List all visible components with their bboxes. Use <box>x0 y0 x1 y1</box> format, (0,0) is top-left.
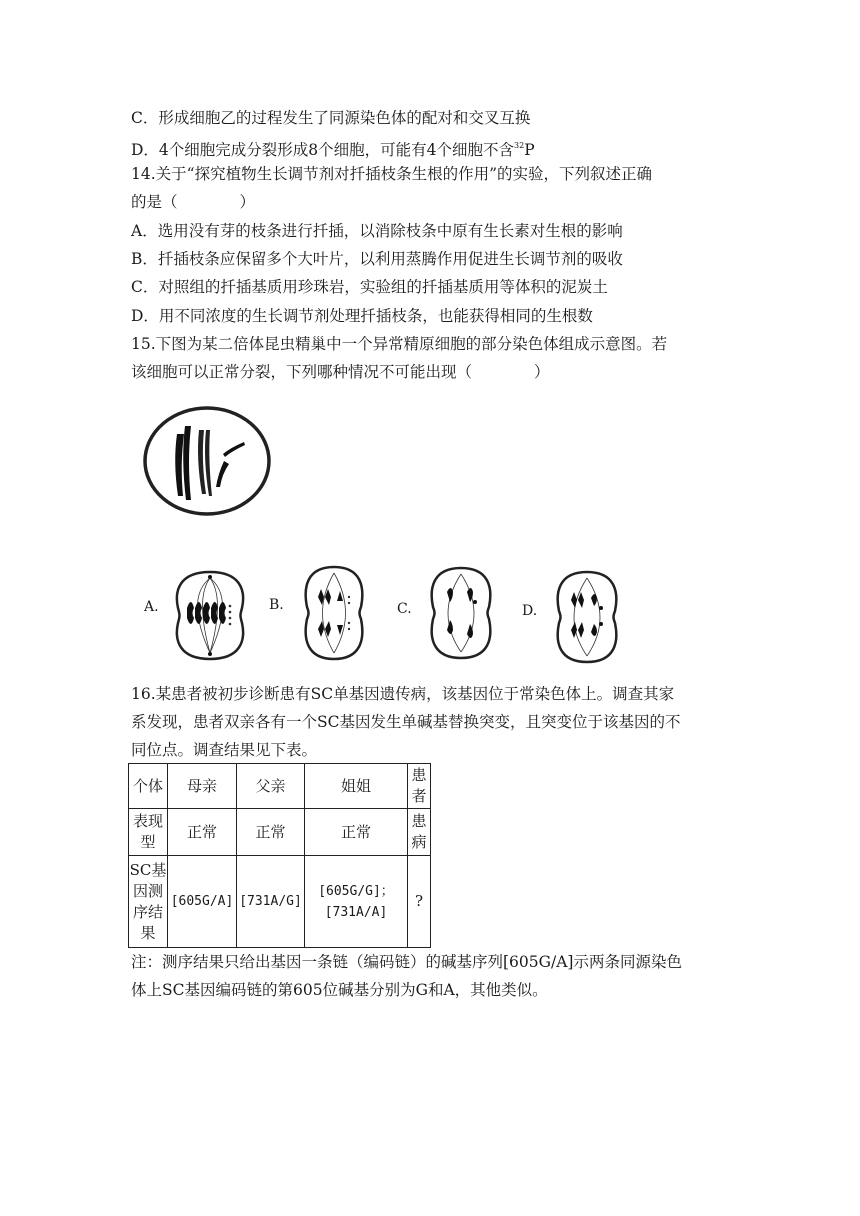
table-header-cell: 患者 <box>408 764 431 809</box>
option-15c-cell <box>425 564 497 662</box>
option-14d: D．用不同浓度的生长调节剂处理扦插枝条，也能获得相同的生根数 <box>131 307 593 325</box>
isotope-superscript: 32 <box>514 141 525 150</box>
table-cell: [605G/A] <box>168 856 237 948</box>
sister-genotype-a: [605G/G]； <box>318 883 394 899</box>
table-cell: 正常 <box>305 809 408 856</box>
question-16-stem: 16.某患者被初步诊断患有SC单基因遗传病，该基因位于常染色体上。调查其家 <box>131 685 675 703</box>
option-15a-cell <box>170 568 250 663</box>
table-header-cell: 父亲 <box>237 764 305 809</box>
question-14-stem: 14.关于“探究植物生长调节剂对扦插枝条生根的作用”的实验，下列叙述正确 <box>131 165 653 183</box>
table-cell: SC基因测序结果 <box>129 856 168 948</box>
option-14c: C．对照组的扦插基质用珍珠岩，实验组的扦插基质用等体积的泥炭土 <box>131 278 608 296</box>
option-14b: B．扦插枝条应保留多个大叶片，以利用蒸腾作用促进生长调节剂的吸收 <box>131 250 623 268</box>
question-15-stem: 15.下图为某二倍体昆虫精巢中一个异常精原细胞的部分染色体组成示意图。若 <box>131 335 668 353</box>
option-13c: C．形成细胞乙的过程发生了同源染色体的配对和交叉互换 <box>131 109 531 127</box>
table-cell: 正常 <box>168 809 237 856</box>
table-cell: [731A/G] <box>237 856 305 948</box>
option-15a-label: A. <box>144 599 159 615</box>
option-13d <box>131 135 535 161</box>
option-15c-label: C. <box>397 601 412 617</box>
option-15b-cell <box>299 563 369 663</box>
question-15-stem-cont: 该细胞可以正常分裂，下列哪种情况不可能出现（ ） <box>131 363 550 381</box>
table-row <box>129 856 431 948</box>
option-15b-label: B. <box>269 597 284 613</box>
table-header-row <box>129 764 431 809</box>
table-cell: 患病 <box>408 809 431 856</box>
option-13d-text: D．4个细胞完成分裂形成8个细胞，可能有4个细胞不含 <box>131 141 515 159</box>
table-cell: 表现型 <box>129 809 168 856</box>
note-line-1: 注：测序结果只给出基因一条链（编码链）的碱基序列[605G/A]示两条同源染色 <box>131 953 682 971</box>
table-cell <box>305 856 408 948</box>
table-row <box>129 809 431 856</box>
question-16-stem-cont: 系发现，患者双亲各有一个SC基因发生单碱基替换突变，且突变位于该基因的不 <box>131 713 681 731</box>
sister-genotype-b: [731A/A] <box>324 904 388 920</box>
option-15d-label: D. <box>522 603 538 619</box>
question-16-stem-cont2: 同位点。调查结果见下表。 <box>131 741 318 759</box>
question-14-stem-cont: 的是（ ） <box>131 193 256 211</box>
table-header-cell: 个体 <box>129 764 168 809</box>
table-cell: 正常 <box>237 809 305 856</box>
table-header-cell: 姐姐 <box>305 764 408 809</box>
table-cell: ? <box>408 856 431 948</box>
abnormal-cell-figure <box>140 404 275 519</box>
option-15d-cell <box>551 568 623 666</box>
option-13d-element: P <box>524 141 535 159</box>
option-14a: A．选用没有芽的枝条进行扦插，以消除枝条中原有生长素对生根的影响 <box>131 222 623 240</box>
note-line-2: 体上SC基因编码链的第605位碱基分别为G和A，其他类似。 <box>131 981 548 999</box>
sequencing-table <box>128 763 431 948</box>
table-header-cell: 母亲 <box>168 764 237 809</box>
